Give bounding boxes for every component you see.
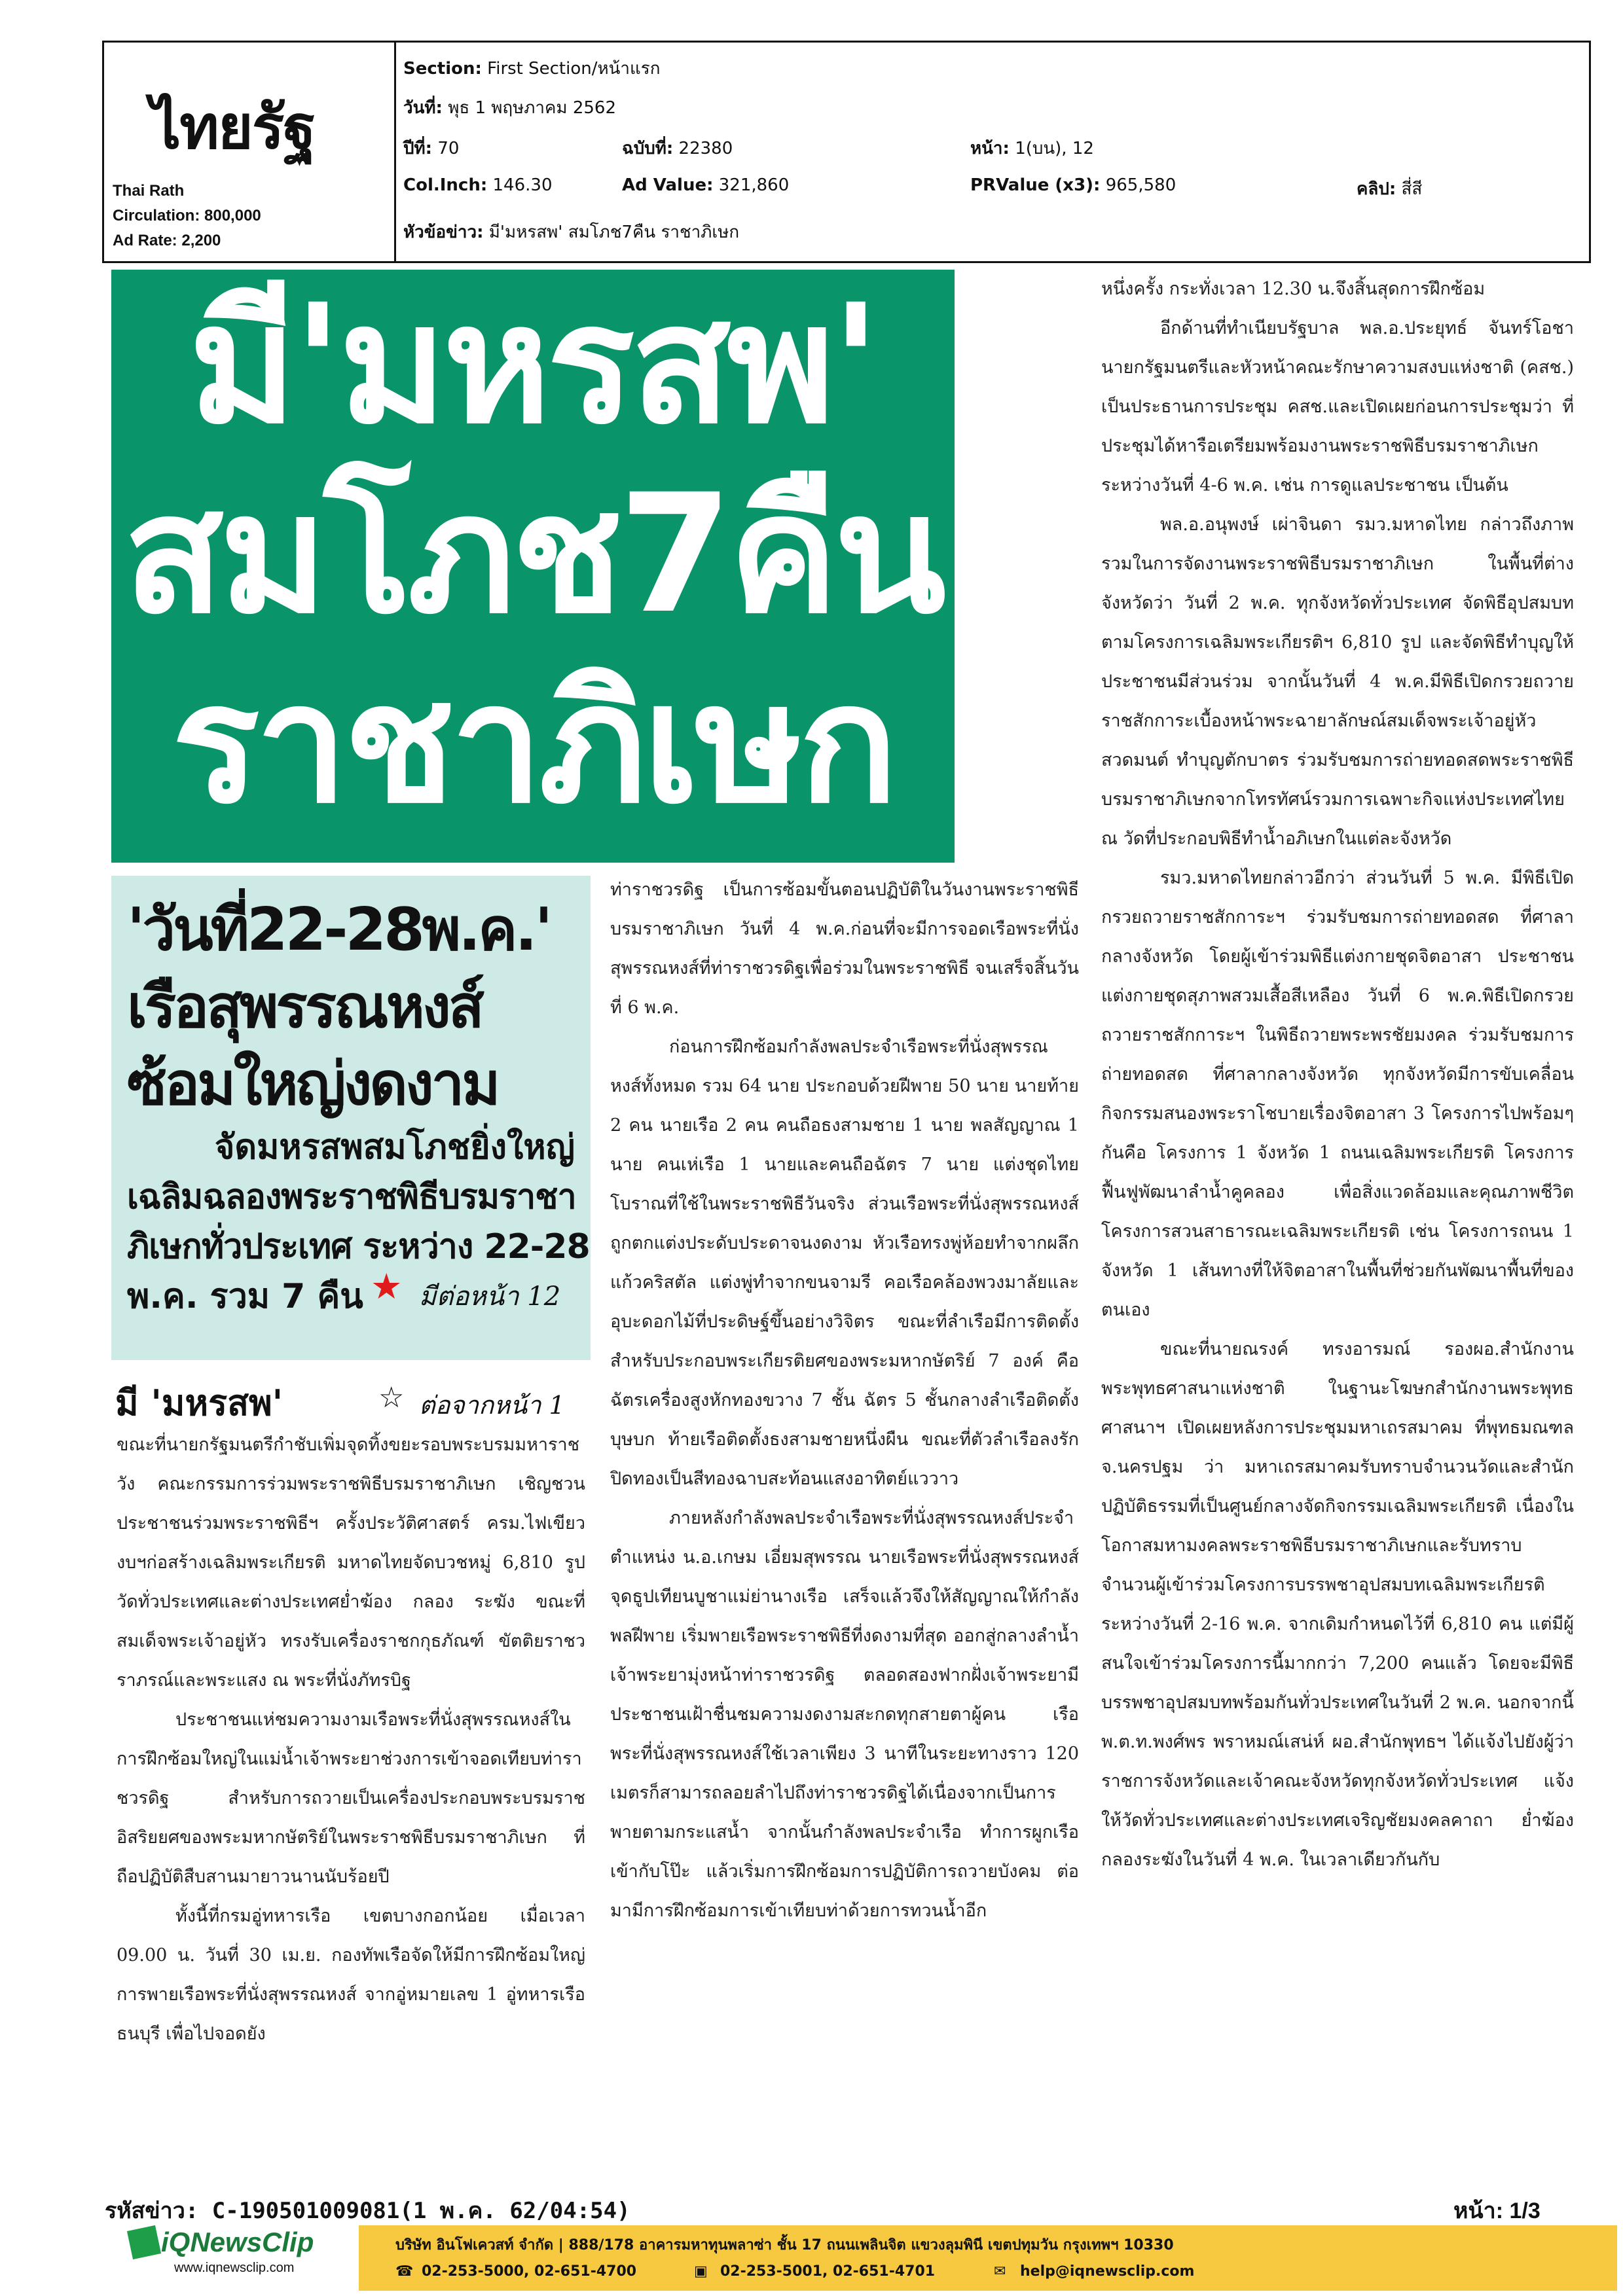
publication-name: Thai Rath	[113, 182, 185, 200]
meta-year: ปีที่: 70	[403, 139, 460, 158]
col1-paragraph: ประชาชนแห่ชมความงามเรือพระที่นั่งสุพรรณหงส์ในการฝึกซ้อมใหญ่ในแม่น้ำเจ้าพระยาช่วงการเข้าจอดเทียบท่าราชวรดิฐ สำหรับการถวายเป็นเครื่องประกอบพระบรมราชอิสริยยศของพระมหากษัตริย์ในพระราชพิธีบรมราชาภิเษก ที่ถือปฏิบัติสืบสานมายาวนานนับร้อยปี	[117, 1710, 585, 1887]
fax-numbers: 02-253-5001, 02-651-4701	[720, 2263, 936, 2280]
meta-page: หน้า: 1(บน), 12	[970, 139, 1094, 158]
email-icon: ✉	[994, 2263, 1006, 2280]
publication-circulation: Circulation: 800,000	[113, 207, 261, 224]
subhead-body-2: เฉลิมฉลองพระราชพิธีบรมราชา	[127, 1177, 576, 1217]
meta-col-inch: Col.Inch: 146.30	[403, 175, 553, 195]
col2-paragraph: ก่อนการฝึกซ้อมกำลังพลประจำเรือพระที่นั่งสุพรรณหงส์ทั้งหมด รวม 64 นาย ประกอบด้วยฝีพาย 50 นาย นายท้าย 2 คน นายเรือ 2 คน คนถือธงสามชาย 1 นาย พลสัญญาณ 1 นาย คนเห่เรือ 1 นายและคนถือฉัตร 7 นาย แต่งชุดไทยโบราณที่ใช้ในพระราชพิธีวันจริง ส่วนเรือพระที่นั่งสุพรรณหงส์ถูกตกแต่งประดับประดาจนงดงาม หัวเรือทรงพู่ห้อยทำจากผลึกแก้วคริสตัล แต่งพู่ทำจากขนจามรี คอเรือคล้องพวงมาลัยและอุบะดอกไม้ที่ประดิษฐ์ขึ้นอย่างวิจิตร ขณะที่ลำเรือมีการติดตั้ง สำหรับประกอบพระเกียรติยศของพระมหากษัตริย์ 7 องค์ คือฉัตรเครื่องสูงหักทองขวาง 7 ชั้น ฉัตร 5 ชั้นกลางลำเรือติดตั้งบุษบก ท้ายเรือติดตั้งธงสามชายหนึ่งผืน ขณะที่ตัวลำเรือลงรักปิดทองเป็นสีทองฉาบสะท้อนแสงอาทิตย์แววาว	[610, 1037, 1079, 1489]
col1-paragraph: ขณะที่นายกรัฐมนตรีกำชับเพิ่มจุดทิ้งขยะรอบพระบรมมหาราชวัง คณะกรรมการร่วมพระราชพิธีบรมราชาภิเษก เชิญชวนประชาชนร่วมพระราชพิธีฯ ครั้งประวัติศาสตร์ ครม.ไฟเขียวงบฯก่อสร้างเฉลิมพระเกียรติ มหาดไทยจัดบวชหมู่ 6,810 รูป วัดทั่วประเทศและต่างประเทศย่ำฆ้อง กลอง ระฆัง ขณะที่สมเด็จพระเจ้าอยู่หัว ทรงรับเครื่องราชกกุธภัณฑ์ ขัตติยราชวราภรณ์และพระแสง ณ พระที่นั่งภัทรบิฐ	[117, 1435, 585, 1691]
news-code: รหัสข่าว: C-190501009081(1 พ.ค. 62/04:54)	[105, 2198, 630, 2224]
meta-section: Section: First Section/หน้าแรก	[403, 59, 661, 79]
subhead-body-4: พ.ค. รวม 7 คืน	[127, 1277, 363, 1316]
masthead-logo: ไทยรัฐ	[151, 92, 315, 162]
footer-contact-band	[359, 2225, 1617, 2291]
continuation-from: ต่อจากหน้า 1	[419, 1391, 565, 1420]
col3-paragraph: ขณะที่นายณรงค์ ทรงอารมณ์ รองผอ.สำนักงานพระพุทธศาสนาแห่งชาติ ในฐานะโฆษกสำนักงานพระพุทธศาสนาฯ เปิดเผยหลังการประชุมมหาเถรสมาคม ที่พุทธมณฑล จ.นครปฐม ว่า มหาเถรสมาคมรับทราบจำนวนวัดและสำนักปฏิบัติธรรมที่เป็นศูนย์กลางจัดกิจกรรมเฉลิมพระเกียรติ เนื่องในโอกาสมหามงคลพระราชพิธีบรมราชาภิเษกและรับทราบจำนวนผู้เข้าร่วมโครงการบรรพชาอุปสมบทเฉลิมพระเกียรติ ระหว่างวันที่ 2-16 พ.ค. จากเดิมกำหนดไว้ที่ 6,810 คน แต่มีผู้สนใจเข้าร่วมโครงการนี้มากกว่า 7,200 คนแล้ว โดยจะมีพิธีบรรพชาอุปสมบทพร้อมกันทั่วประเทศในวันที่ 2 พ.ค. นอกจากนี้ พ.ต.ท.พงศ์พร พราหมณ์เสน่ห์ ผอ.สำนักพุทธฯ ได้แจ้งไปยังผู้ว่าราชการจังหวัดและเจ้าคณะจังหวัดทุกจังหวัดทั่วประเทศ แจ้งให้วัดทั่วประเทศและต่างประเทศเจริญชัยมงคลคาถา ย่ำฆ้องกลองระฆังในวันที่ 4 พ.ค. ในเวลาเดียวกันกับ	[1101, 1339, 1574, 1870]
meta-ad-value: Ad Value: 321,860	[622, 175, 790, 195]
star-icon: ★	[371, 1266, 403, 1307]
subhead-body-3: ภิเษกทั่วประเทศ ระหว่าง 22-28	[127, 1227, 590, 1266]
col3-paragraph: พล.อ.อนุพงษ์ เผ่าจินดา รมว.มหาดไทย กล่าวถึงภาพรวมในการจัดงานพระราชพิธีบรมราชาภิเษก ในพื้นที่ต่างจังหวัดว่า วันที่ 2 พ.ค. ทุกจังหวัดทั่วประเทศ จัดพิธีอุปสมบทตามโครงการเฉลิมพระเกียรติฯ 6,810 รูป และจัดพิธีทำบุญให้ประชาชนมีส่วนร่วม จากนั้นวันที่ 4 พ.ค.มีพิธีเปิดกรวยถวายราชสักการะเบื้องหน้าพระฉายาลักษณ์สมเด็จพระเจ้าอยู่หัว สวดมนต์ ทำบุญตักบาตร ร่วมรับชมการถ่ายทอดสดพระราชพิธีบรมราชาภิเษกจากโทรทัศน์รวมการเฉพาะกิจแห่งประเทศไทย ณ วัดที่ประกอบพิธีทำน้ำอภิเษกในแต่ละจังหวัด	[1101, 514, 1574, 849]
meta-headline: หัวข้อข่าว: มี'มหรสพ' สมโภช7คืน ราชาภิเษก	[403, 223, 740, 242]
subhead-line-1: 'วันที่22-28พ.ค.'	[127, 895, 551, 964]
article-column-2	[610, 870, 1079, 2153]
headline-line-3: ราชาภิเษก	[172, 649, 894, 839]
info-header-box	[102, 41, 1591, 263]
footer-page-number: หน้า: 1/3	[1453, 2198, 1541, 2223]
article-column-3	[1101, 270, 1574, 2155]
outline-star-icon: ☆	[378, 1381, 405, 1414]
article-column-1	[117, 1426, 585, 2145]
phone-icon: ☎	[395, 2263, 414, 2280]
continuation-title: มี 'มหรสพ'	[115, 1382, 283, 1424]
col3-paragraph: หนึ่งครั้ง กระทั่งเวลา 12.30 น.จึงสิ้นสุดการฝึกซ้อม	[1101, 279, 1486, 299]
subhead-body-1: จัดมหรสพสมโภชยิ่งใหญ่	[214, 1128, 575, 1167]
meta-pr-value: PRValue (x3): 965,580	[970, 175, 1176, 195]
publication-ad-rate: Ad Rate: 2,200	[113, 232, 221, 249]
headline-line-2: สมโภช7คืน	[123, 459, 943, 649]
header-divider	[394, 41, 396, 263]
headline-block	[111, 270, 955, 863]
subhead-line-3: ซ้อมใหญ่งดงาม	[127, 1050, 498, 1119]
email-address: help@iqnewsclip.com	[1020, 2263, 1195, 2280]
subhead-line-2: เรือสุพรรณหงส์	[127, 973, 482, 1041]
phone-numbers: 02-253-5000, 02-651-4700	[422, 2263, 637, 2280]
col2-paragraph: ท่าราชวรดิฐ เป็นการซ้อมขั้นตอนปฏิบัติในวันงานพระราชพิธีบรมราชาภิเษก วันที่ 4 พ.ค.ก่อนที่จะมีการจอดเรือพระที่นั่งสุพรรณหงส์ที่ท่าราชวรดิฐเพื่อร่วมในพระราชพิธี จนเสร็จสิ้นวันที่ 6 พ.ค.	[610, 880, 1079, 1018]
meta-date: วันที่: พุธ 1 พฤษภาคม 2562	[403, 98, 616, 118]
subhead-box	[111, 876, 591, 1360]
meta-clip: คลิป: สี่สี	[1357, 179, 1423, 199]
col2-paragraph: ภายหลังกำลังพลประจำเรือพระที่นั่งสุพรรณหงส์ประจำตำแหน่ง น.อ.เกษม เอี่ยมสุพรรณ นายเรือพระที่นั่งสุพรรณหงส์ จุดธูปเทียนบูชาแม่ย่านางเรือ เสร็จแล้วจึงให้สัญญาณให้กำลังพลฝีพาย เริ่มพายเรือพระราชพิธีที่งดงามที่สุด ออกสู่กลางลำน้ำเจ้าพระยามุ่งหน้าท่าราชวรดิฐ ตลอดสองฟากฝั่งเจ้าพระยามีประชาชนเฝ้าชื่นชมความงดงามสะกดทุกสายตาผู้คน เรือพระที่นั่งสุพรรณหงส์ใช้เวลาเพียง 3 นาทีในระยะทางราว 120 เมตรก็สามารถลอยลำไปถึงท่าราชวรดิฐได้เนื่องจากเป็นการพายตามกระแสน้ำ จากนั้นกำลังพลประจำเรือ ทำการผูกเรือเข้ากับโป๊ะ แล้วเริ่มการฝึกซ้อมการปฏิบัติการถวายบังคม ต่อมามีการฝึกซ้อมการเข้าเทียบท่าด้วยการทวนน้ำอีก	[610, 1508, 1079, 1921]
col3-paragraph: อีกด้านที่ทำเนียบรัฐบาล พล.อ.ประยุทธ์ จันทร์โอชา นายกรัฐมนตรีและหัวหน้าคณะรักษาความสงบแห่งชาติ (คสช.) เป็นประธานการประชุม คสช.และเปิดเผยก่อนการประชุมว่า ที่ประชุมได้หารือเตรียมพร้อมงานพระราชพิธีบรมราชาภิเษก ระหว่างวันที่ 4-6 พ.ค. เช่น การดูแลประชาชน เป็นต้น	[1101, 318, 1574, 495]
iqnewsclip-logo: iQNewsClip	[161, 2227, 314, 2257]
continued-note: มีต่อหน้า 12	[419, 1282, 561, 1312]
iqnewsclip-logo-icon	[127, 2225, 161, 2259]
col1-paragraph: ทั้งนี้ที่กรมอู่ทหารเรือ เขตบางกอกน้อย เมื่อเวลา 09.00 น. วันที่ 30 เม.ย. กองทัพเรือจัดให้มีการฝึกซ้อมใหญ่การพายเรือพระที่นั่งสุพรรณหงส์ จากอู่หมายเลข 1 อู่ทหารเรือธนบุรี เพื่อไปจอดยัง	[117, 1906, 585, 2044]
fax-icon: ▣	[694, 2263, 708, 2280]
iqnewsclip-url: www.iqnewsclip.com	[174, 2261, 295, 2275]
headline-line-1: มี'มหรสพ'	[189, 269, 877, 459]
meta-issue: ฉบับที่: 22380	[622, 139, 733, 158]
company-address: บริษัท อินโฟเควสท์ จำกัด | 888/178 อาคารมหาทุนพลาซ่า ชั้น 17 ถนนเพลินจิต แขวงลุมพินี เขตปทุมวัน กรุงเทพฯ 10330	[395, 2237, 1174, 2253]
col3-paragraph: รมว.มหาดไทยกล่าวอีกว่า ส่วนวันที่ 5 พ.ค. มีพิธีเปิดกรวยถวายราชสักการะฯ ร่วมรับชมการถ่ายทอดสด ที่ศาลากลางจังหวัด โดยผู้เข้าร่วมพิธีแต่งกายชุดจิตอาสา ประชาชนแต่งกายชุดสุภาพสวมเสื้อสีเหลือง วันที่ 6 พ.ค.พิธีเปิดกรวยถวายราชสักการะฯ ในพิธีถวายพระพรชัยมงคล ร่วมรับชมการถ่ายทอดสด ที่ศาลากลางจังหวัด ทุกจังหวัดมีการขับเคลื่อนกิจกรรมสนองพระราโชบายเรื่องจิตอาสา 3 โครงการไปพร้อมๆกันคือ โครงการ 1 จังหวัด 1 ถนนเฉลิมพระเกียรติ โครงการฟื้นฟูพัฒนาลำน้ำคูคลอง เพื่อสิ่งแวดล้อมและคุณภาพชีวิต โครงการสวนสาธารณะเฉลิมพระเกียรติ เช่น โครงการถนน 1 จังหวัด 1 เส้นทางที่ให้จิตอาสาในพื้นที่ช่วยกันพัฒนาพื้นที่ของตนเอง	[1101, 868, 1574, 1320]
